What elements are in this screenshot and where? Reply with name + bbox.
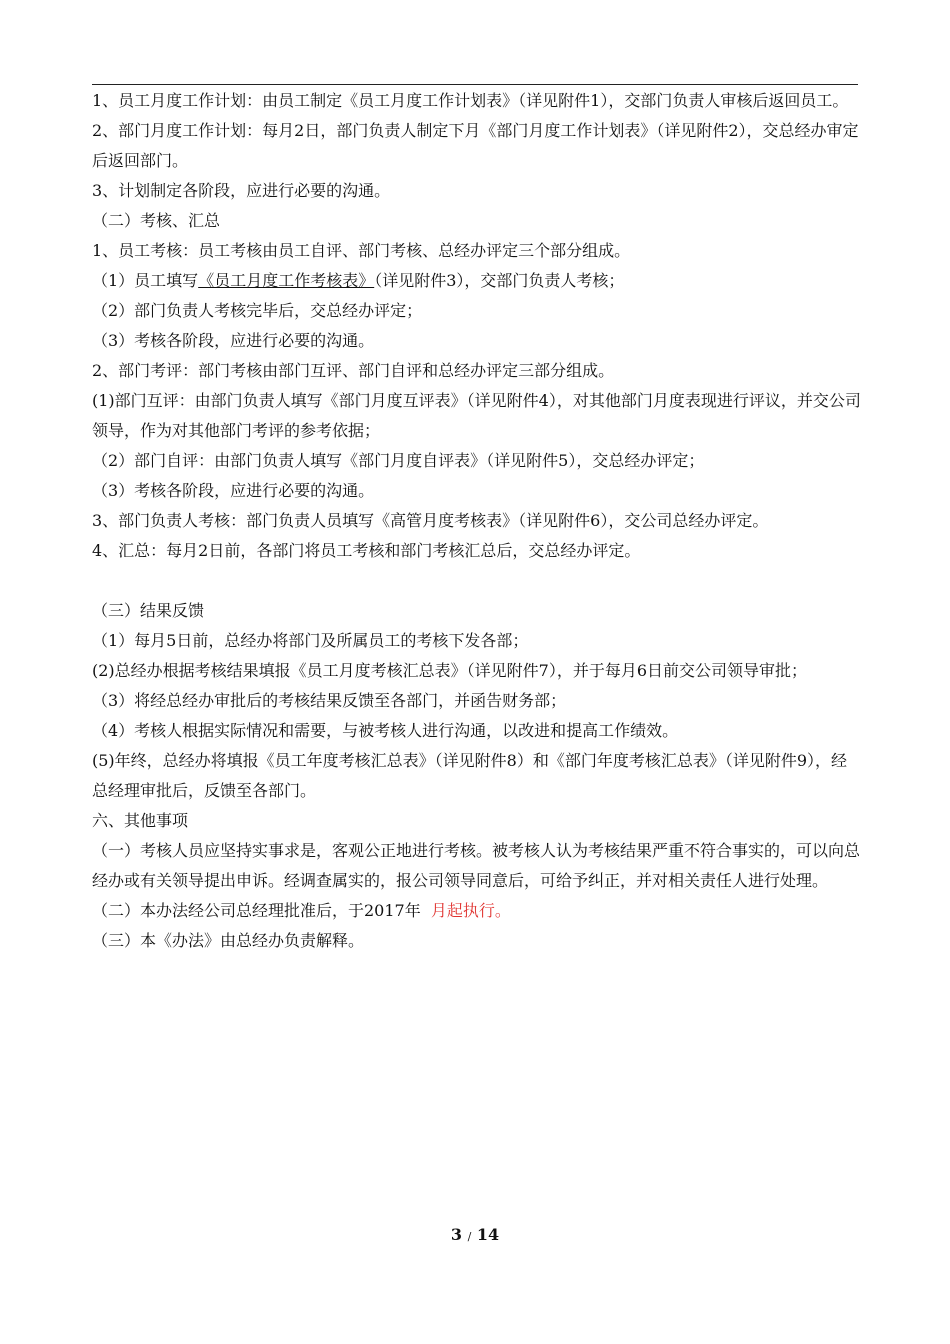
paragraph: 3、计划制定各阶段，应进行必要的沟通。 [92, 181, 391, 200]
paragraph: 3、部门负责人考核：部门负责人员填写《高管月度考核表》（详见附件6），交公司总经办评定。 [92, 511, 769, 530]
paragraph [92, 266, 862, 296]
page-separator: / [467, 1230, 472, 1243]
header-rule [92, 84, 858, 85]
paragraph: 1、员工月度工作计划：由员工制定《员工月度工作计划表》（详见附件1），交部门负责人审核后返回员工。 [92, 91, 849, 110]
section-heading: 六、其他事项 [92, 811, 189, 830]
paragraph: (2)总经办根据考核结果填报《员工月度考核汇总表》（详见附件7），并于每月6日前交公司领导审批； [92, 661, 808, 680]
text-suffix: （详见附件3），交部门负责人考核； [374, 271, 625, 290]
paragraph: （3）将经总经办审批后的考核结果反馈至各部门，并函告财务部； [92, 691, 567, 710]
current-page: 3 [450, 1225, 462, 1244]
blank-line [92, 566, 862, 596]
paragraph: （1）每月5日前，总经办将部门及所属员工的考核下发各部； [92, 631, 529, 650]
highlighted-text: 月起执行。 [430, 901, 511, 920]
section-heading: （三）结果反馈 [92, 601, 205, 620]
text-prefix: （1）员工填写 [92, 271, 199, 290]
paragraph: 2、部门考评：部门考核由部门互评、部门自评和总经办评定三部分组成。 [92, 361, 615, 380]
document-body [92, 86, 862, 956]
text-prefix: （二）本办法经公司总经理批准后，于2017年 [92, 901, 421, 920]
paragraph: 1、员工考核：员工考核由员工自评、部门考核、总经办评定三个部分组成。 [92, 241, 631, 260]
paragraph: (5)年终，总经办将填报《员工年度考核汇总表》（详见附件8）和《部门年度考核汇总表》（详见附件9），经总经理审批后，反馈至各部门。 [92, 751, 848, 800]
underlined-form-title: 《员工月度工作考核表》 [198, 271, 375, 290]
paragraph: （2）部门负责人考核完毕后，交总经办评定； [92, 301, 423, 320]
paragraph: （一）考核人员应坚持实事求是，客观公正地进行考核。被考核人认为考核结果严重不符合事实的，可以向总经办或有关领导提出申诉。经调查属实的，报公司领导同意后，可给予纠正，并对相关责任人进行处理。 [92, 841, 861, 890]
paragraph: （三）本《办法》由总经办负责解释。 [92, 931, 365, 950]
section-heading: （二）考核、汇总 [92, 211, 221, 230]
paragraph [92, 896, 862, 926]
total-pages: 14 [476, 1225, 500, 1244]
paragraph: （2）部门自评：由部门负责人填写《部门月度自评表》（详见附件5），交总经办评定； [92, 451, 705, 470]
paragraph: （3）考核各阶段，应进行必要的沟通。 [92, 331, 375, 350]
paragraph: （3）考核各阶段，应进行必要的沟通。 [92, 481, 375, 500]
paragraph: （4）考核人根据实际情况和需要，与被考核人进行沟通，以改进和提高工作绩效。 [92, 721, 679, 740]
paragraph: 2、部门月度工作计划：每月2日，部门负责人制定下月《部门月度工作计划表》（详见附件2），交总经办审定后返回部门。 [92, 121, 859, 170]
paragraph: (1)部门互评：由部门负责人填写《部门月度互评表》（详见附件4），对其他部门月度表现进行评议，并交公司领导，作为对其他部门考评的参考依据； [92, 391, 861, 440]
page-number [0, 1225, 950, 1244]
paragraph: 4、汇总：每月2日前，各部门将员工考核和部门考核汇总后，交总经办评定。 [92, 541, 641, 560]
